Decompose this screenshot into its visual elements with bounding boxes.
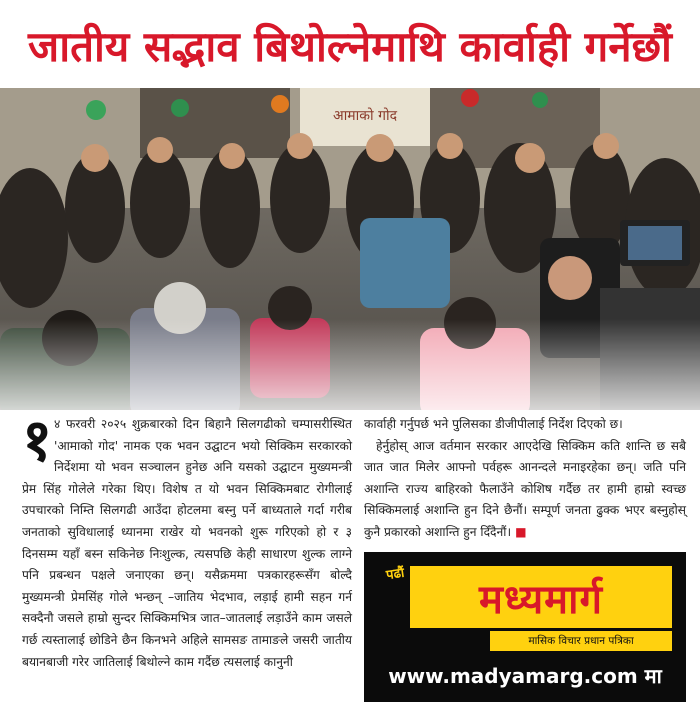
ad-website-link[interactable]: www.madyamarg.com मा: [388, 664, 662, 688]
dropcap: १: [22, 406, 53, 474]
madhyamarg-advertisement[interactable]: [364, 552, 686, 702]
right-para-1: कार्वाही गर्नुपर्छ भने पुलिसका डीजीपीलाई निर्देश दिएको छ।: [364, 417, 623, 431]
ad-kicker: पढौं: [385, 565, 406, 584]
right-para-2-text: हेर्नुहोस् आज वर्तमान सरकार आएदेखि सिक्किम कति शान्ति छ सबै जात जात मिलेर आफ्नो पर्वहरू आनन्दले मनाइरहेका छन्। जति पनि अशान्ति राज्य बाहिरको फैलाउँने कोशिष गर्दैछ तर हामी हाम्रो स्वच्छ सिक्किमलाई अशान्ति हुन दिने छैनौं। सम्पूर्ण जनता ढुक्क भएर बस्नुहोस् कुनै प्रकारको अशान्ति हुन दिँदैनौं।: [364, 438, 686, 539]
article-left-column: [22, 406, 352, 706]
end-mark: ■: [514, 524, 527, 539]
right-para-2: [364, 436, 686, 544]
ad-logo-box: [410, 566, 672, 628]
news-photo-illustration: [0, 88, 700, 418]
ad-tagline: मासिक विचार प्रधान पत्रिका: [490, 631, 672, 651]
article-right-column: [364, 414, 686, 554]
left-column-text: ४ फरवरी २०२५ शुक्रबारको दिन बिहानै सिलगढीको चम्पासरीस्थित 'आमाको गोद' नामक एक भवन उद्घाटन भयो सिक्किम सरकारको निर्देशमा यो भवन सञ्चालन हुनेछ अनि यसको उद्घाटन मुख्यमन्त्री प्रेम सिंह गोलेले गरेका थिए। विशेष त यो भवन सिक्किमबाट रोगीलाई उपचारको निम्ति सिलगढी आउँदा होटलमा बस्नु पर्ने बाध्यताले गर्दा गरीब जनताको सुविधालाई ध्यानमा राखेर यो भवनको शुरू गरिएको हो र ३ दिनसम्म यहाँ बस्न सकिनेछ निःशुल्क, त्यसपछि केही साधारण शुल्क लाग्ने पनि प्रबन्धन पक्षले जनाएका छन्। यसैक्रममा पत्रकारहरूसँग बोल्दै मुख्यमन्त्री प्रेमसिंह गोले भन्छन् –जातिय भेदभाव, लड़ाई हामी सहन गर्न सक्दैनौ जसले हाम्रो सुन्दर सिक्किमभित्र जात–जातलाई लड़ाउँने काम जसले गर्छ त्यस्तालाई छोडिने छैन किनभने अहिले सामसङ तामाङले जसरी जातीय बयानबाजी गरेर जातिलाई बिथोल्ने काम गर्दैछ त्यसलाई कानुनी: [22, 417, 352, 669]
headline: जातीय सद्भाव बिथोल्नेमाथि कार्वाही गर्नेछौं: [28, 21, 672, 71]
headline-banner: [0, 0, 700, 90]
news-photo: [0, 88, 700, 418]
ad-logo: मध्यमार्ग: [479, 576, 603, 623]
